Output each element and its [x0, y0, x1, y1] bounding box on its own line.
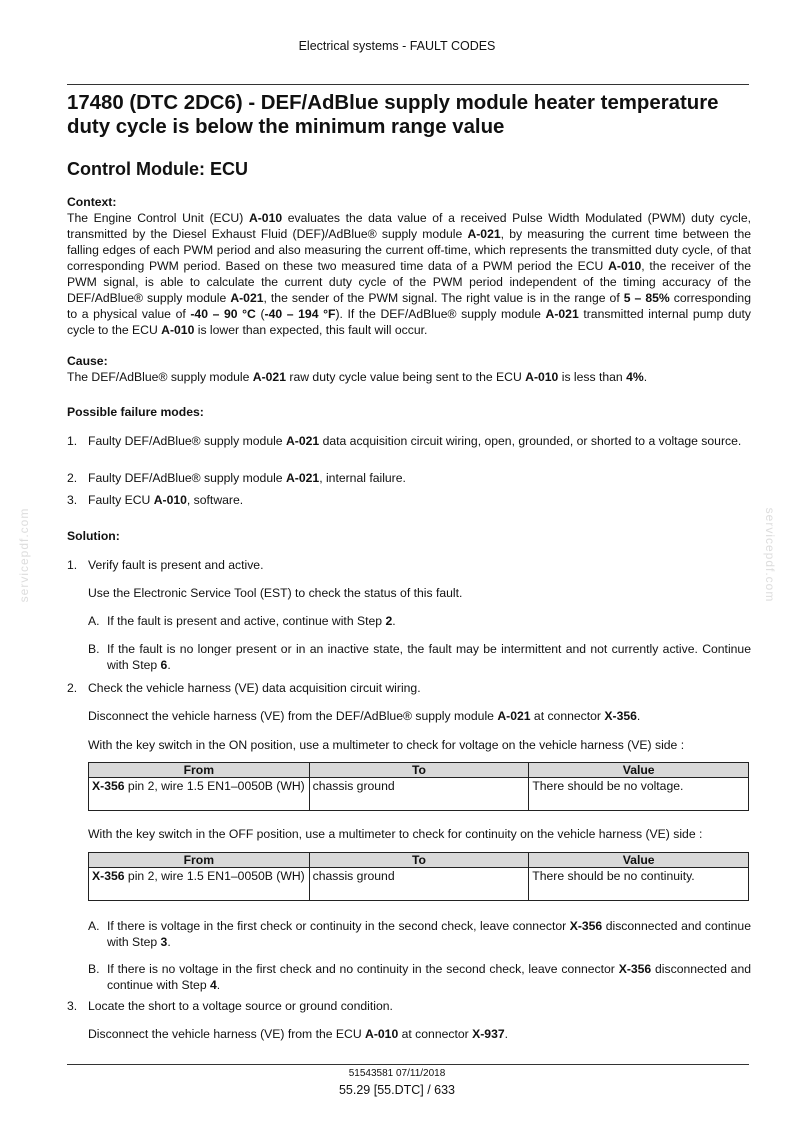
page-title: 17480 (DTC 2DC6) - DEF/AdBlue supply module heater temperature duty cycle is below the minimum range value — [67, 92, 719, 138]
column-header-value: Value — [529, 763, 749, 778]
bold-reference: X-356 — [569, 919, 603, 933]
header-rule — [67, 84, 749, 85]
failure-mode-item: 3. Faulty ECU A-010, software. — [67, 493, 244, 507]
table-header-row — [89, 763, 749, 778]
document-code: 51543581 07/11/2018 — [348, 1068, 446, 1079]
step-2-voltage-instruction: With the key switch in the ON position, use a multimeter to check for voltage on the vehicle harness (VE) side : — [88, 738, 685, 752]
cause-label: Cause: — [67, 354, 108, 368]
bold-reference: 2 — [385, 614, 393, 628]
bold-reference: X-937 — [472, 1027, 505, 1041]
bold-reference: 6 — [160, 658, 168, 672]
page-number: 55.29 [55.DTC] / 633 — [338, 1083, 456, 1097]
cell-from: X-356 pin 2, wire 1.5 EN1–0050B (WH) — [89, 868, 310, 901]
cell-from: X-356 pin 2, wire 1.5 EN1–0050B (WH) — [89, 778, 310, 811]
footer-rule — [67, 1064, 749, 1065]
bold-reference: A-010 — [161, 323, 195, 337]
cell-to: chassis ground — [309, 778, 529, 811]
control-module-heading: Control Module: ECU — [67, 159, 248, 179]
failure-modes-label: Possible failure modes: — [67, 405, 204, 419]
step-2-disconnect-instruction: Disconnect the vehicle harness (VE) from the DEF/AdBlue® supply module A-021 at connector X-356. — [88, 709, 641, 723]
step-2-option-b: B. If there is no voltage in the first check and no continuity in the second check, leave connector X-356 disconnected and continue with Step 4. — [88, 962, 751, 992]
watermark-right: servicepdf.com — [763, 507, 777, 603]
continuity-check-table — [88, 852, 749, 901]
bold-reference: A-021 — [467, 227, 501, 241]
watermark-left: servicepdf.com — [17, 507, 31, 603]
bold-reference: A-010 — [365, 1027, 399, 1041]
cell-value: There should be no continuity. — [529, 868, 749, 901]
bold-reference: A-010 — [153, 493, 187, 507]
column-header-value: Value — [529, 853, 749, 868]
bold-reference: A-021 — [285, 471, 320, 485]
solution-step-2: 2. Check the vehicle harness (VE) data acquisition circuit wiring. — [67, 681, 421, 695]
page-header: Electrical systems - FAULT CODES — [298, 39, 496, 53]
bold-reference: 4 — [209, 978, 217, 992]
bold-reference: A-021 — [285, 434, 320, 448]
bold-reference: A-021 — [497, 709, 531, 723]
bold-reference: A-010 — [525, 370, 559, 384]
bold-reference: X-356 — [618, 962, 652, 976]
step-3-instruction: Disconnect the vehicle harness (VE) from the ECU A-010 at connector X-937. — [88, 1027, 509, 1041]
step-2-option-a: A. If there is voltage in the first check or continuity in the second check, leave connector X-356 disconnected and continue with Step 3. — [88, 919, 751, 949]
bold-reference: -40 – 194 °F — [264, 307, 336, 321]
context-section — [67, 194, 751, 338]
step-1-option-a: A. If the fault is present and active, continue with Step 2. — [88, 614, 396, 628]
solution-step-1: 1. Verify fault is present and active. — [67, 558, 264, 572]
voltage-check-table — [88, 762, 749, 811]
bold-reference: 4% — [626, 370, 644, 384]
bold-reference: A-021 — [252, 370, 286, 384]
cell-to: chassis ground — [309, 868, 529, 901]
column-header-from: From — [89, 853, 310, 868]
cell-value: There should be no voltage. — [529, 778, 749, 811]
column-header-to: To — [309, 853, 529, 868]
step-1-option-b: B. If the fault is no longer present or in an inactive state, the fault may be intermittent and not currently active. Continue with Step 6. — [88, 642, 751, 672]
bold-reference: A-010 — [608, 259, 642, 273]
column-header-to: To — [309, 763, 529, 778]
bold-reference: 3 — [160, 935, 168, 949]
cause-section — [67, 353, 751, 385]
step-1-instruction: Use the Electronic Service Tool (EST) to check the status of this fault. — [88, 586, 463, 600]
step-2-continuity-instruction: With the key switch in the OFF position, use a multimeter to check for continuity on the vehicle harness (VE) side : — [88, 827, 703, 841]
column-header-from: From — [89, 763, 310, 778]
solution-step-3: 3. Locate the short to a voltage source or ground condition. — [67, 999, 393, 1013]
bold-reference: 5 – 85% — [623, 291, 670, 305]
context-text: The Engine Control Unit (ECU) A-010 evaluates the data value of a received Pulse Width Modulated (PWM) duty cycle, transmitted by the Diesel Exhaust Fluid (DEF)/AdBlue® supply module A-021, by measuring the current time between the falling edges of each PWM period and also measuring the current off-time, which represents the transmitted duty cycle, of that corresponding PWM period. Based on these two measured time data of a PWM period the ECU A-010, the receiver of the PWM signal, is able to calculate the current duty cycle of the PWM period independent of the timing accuracy of the DEF/AdBlue® supply module A-021, the sender of the PWM signal. The right value is in the range of 5 – 85% corresponding to a physical value of -40 – 90 °C (-40 – 194 °F). If the DEF/AdBlue® supply module A-021 transmitted internal pump duty cycle to the ECU A-010 is lower than expected, this fault will occur. — [67, 211, 752, 337]
bold-reference: X-356 — [604, 709, 637, 723]
solution-label: Solution: — [67, 529, 120, 543]
cause-text: The DEF/AdBlue® supply module A-021 raw duty cycle value being sent to the ECU A-010 is less than 4%. — [67, 370, 648, 384]
failure-mode-item: 2. Faulty DEF/AdBlue® supply module A-021, internal failure. — [67, 471, 406, 485]
failure-mode-item: 1. Faulty DEF/AdBlue® supply module A-021 data acquisition circuit wiring, open, grounded, or shorted to a voltage source. — [67, 434, 742, 448]
bold-reference: A-010 — [248, 211, 283, 225]
table-row — [89, 868, 749, 901]
bold-reference: A-021 — [230, 291, 264, 305]
bold-reference: -40 – 90 °C — [190, 307, 256, 321]
bold-reference: A-021 — [545, 307, 579, 321]
table-header-row — [89, 853, 749, 868]
table-row — [89, 778, 749, 811]
context-label: Context: — [67, 195, 117, 209]
